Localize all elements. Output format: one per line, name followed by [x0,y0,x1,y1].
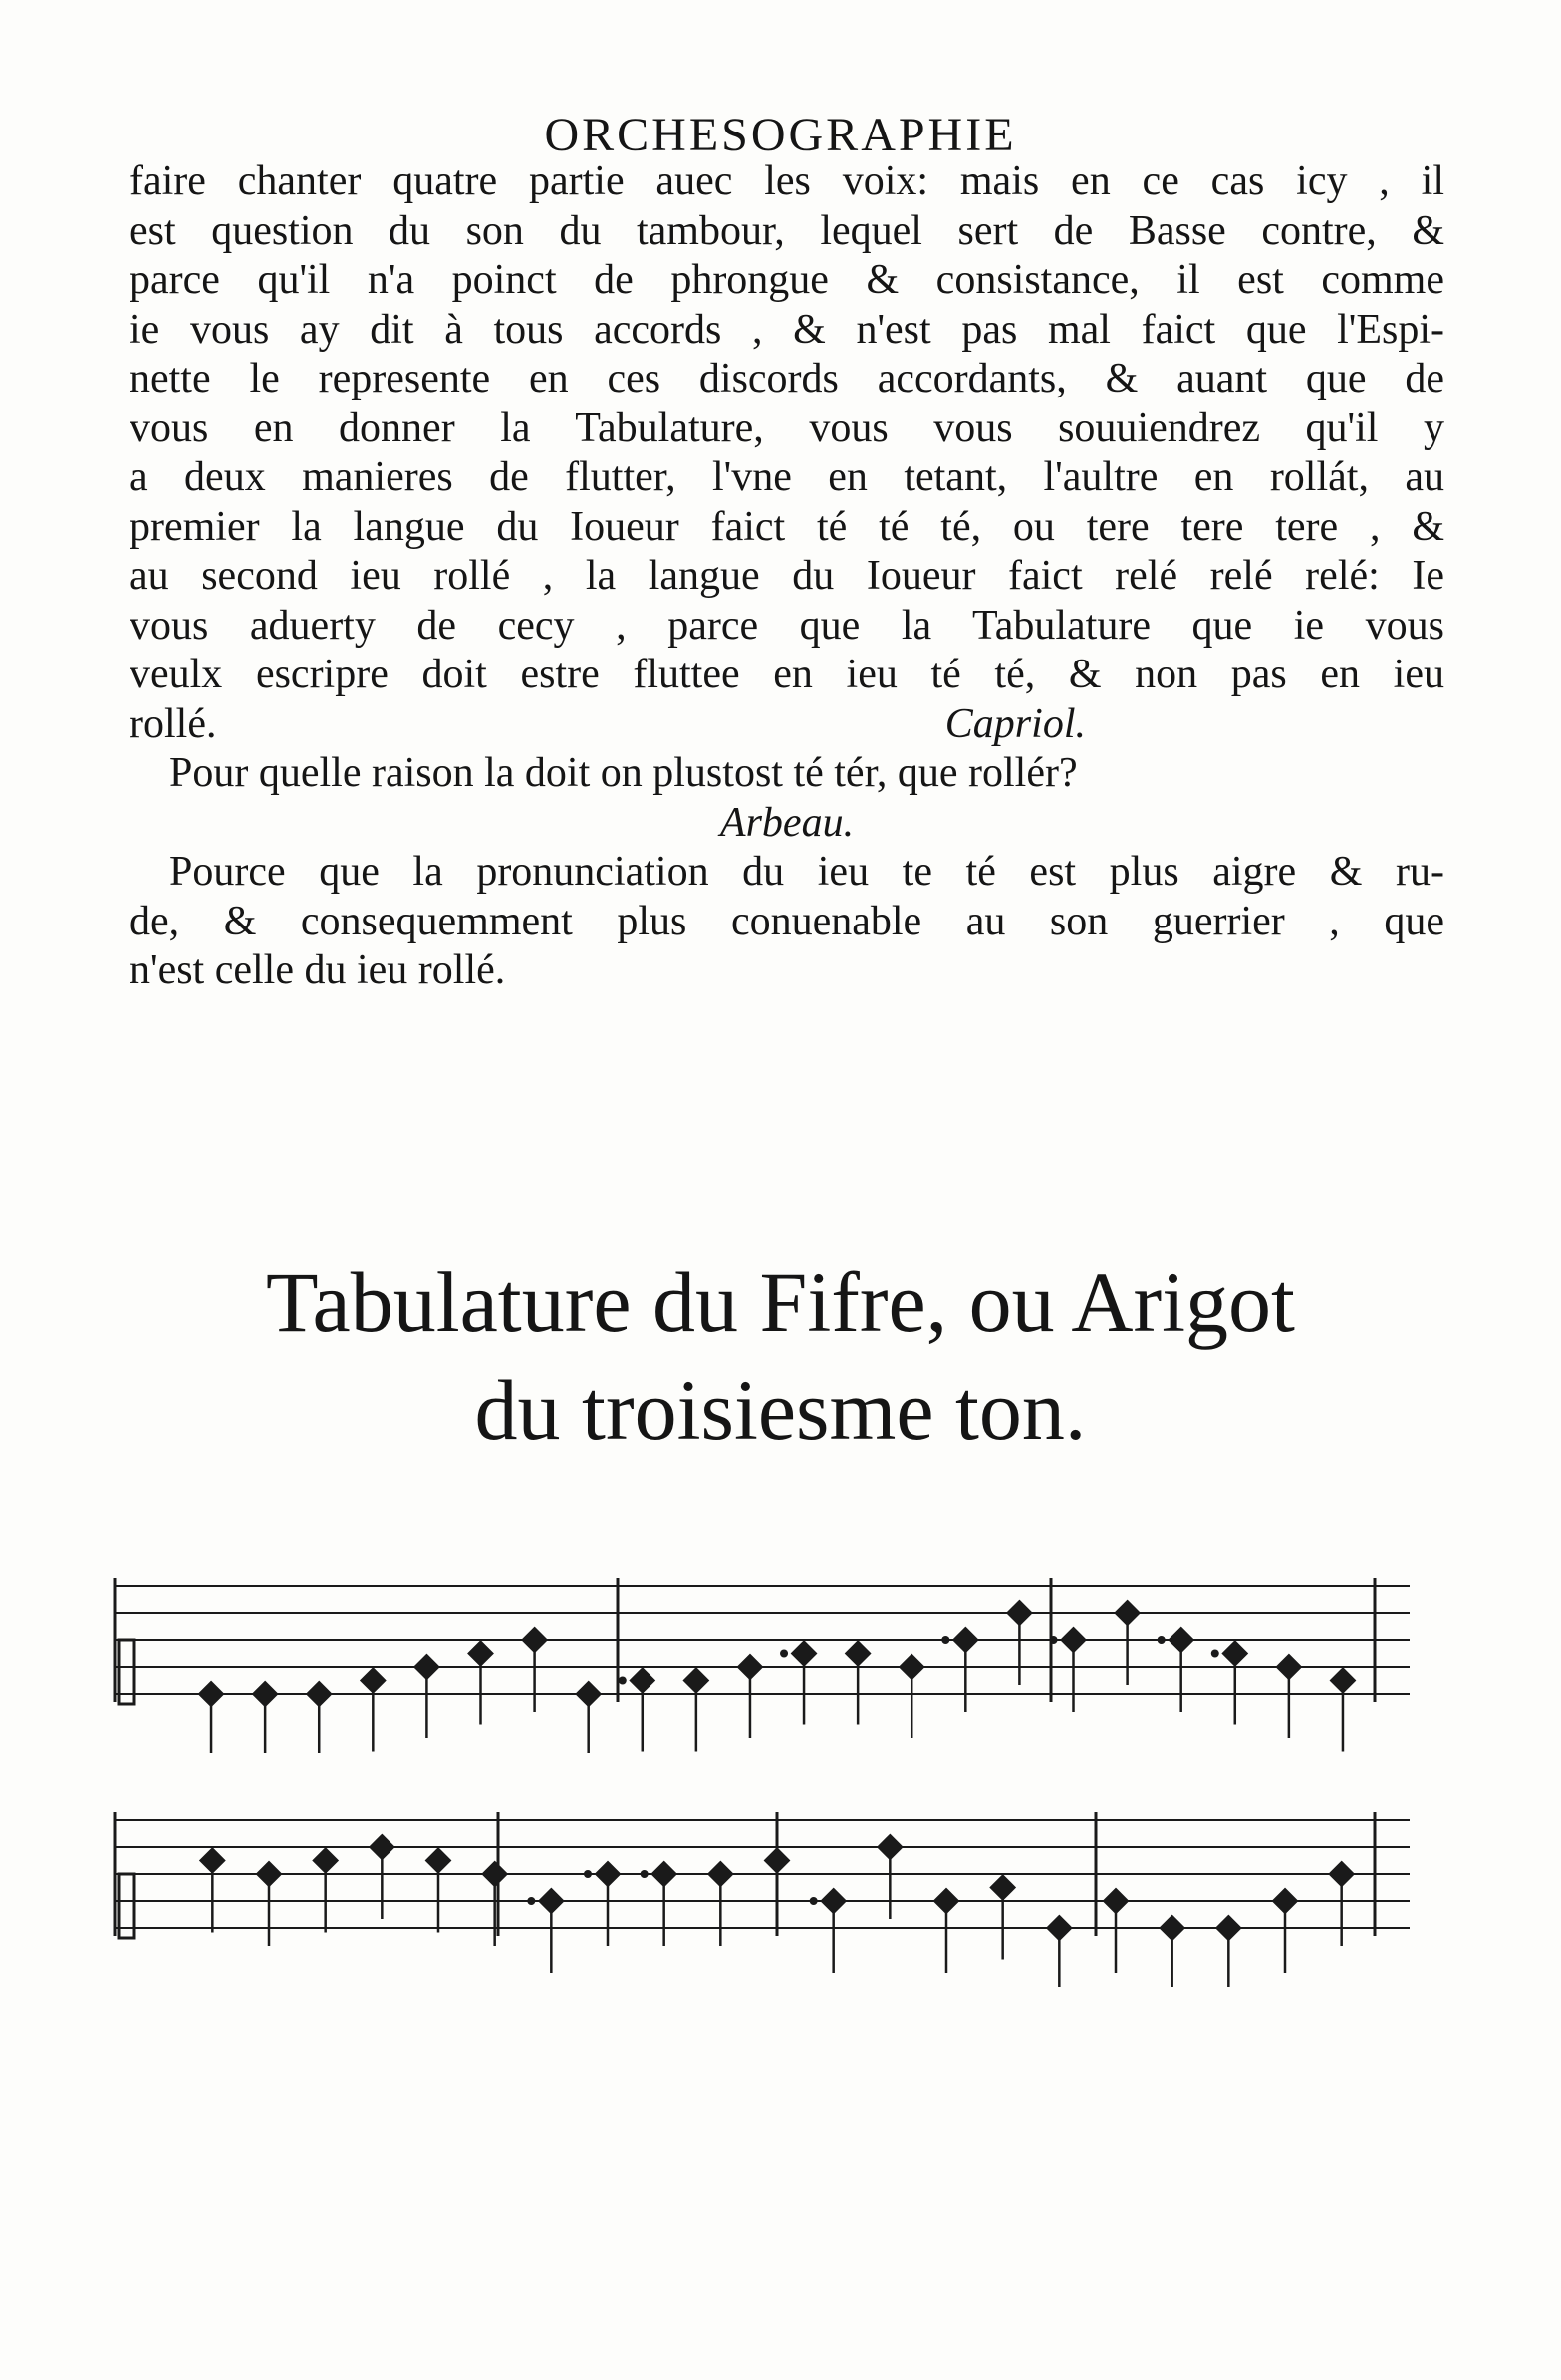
tablature-staff-2 [0,1798,1561,1987]
note-head [631,1669,654,1693]
note-head [577,1682,601,1706]
note-head [523,1628,547,1652]
note-head [199,1682,223,1706]
note-head [846,1642,870,1666]
note-head [708,1862,732,1886]
note-head [652,1862,676,1886]
note-dot [1211,1650,1219,1658]
note-head [200,1849,224,1873]
note-head [792,1642,816,1666]
running-head: ORCHESOGRAPHIE [544,109,1017,161]
section-subtitle: du troisiesme ton. [474,1362,1087,1457]
speaker-arbeau: Arbeau. [719,799,855,846]
note-head [596,1862,620,1886]
note-head [370,1835,393,1859]
note-head [900,1655,923,1679]
text-line: premier la langue du Ioueur faict té té té, ou tere tere tere , & [130,503,1444,550]
note-head [878,1835,902,1859]
note-head [738,1655,762,1679]
section-title: Tabulature du Fifre, ou Arigot [266,1254,1295,1350]
text-line: faire chanter quatre partie auec les voix: mais en ce cas icy , il [130,158,1444,204]
paragraph-end: rollé. [130,700,217,747]
note-head [1047,1916,1071,1940]
note-head [991,1876,1015,1900]
text-line: a deux manieres de flutter, l'vne en tetant, l'aultre en rollát, au [130,454,1444,500]
note-head [1331,1669,1355,1693]
note-head [469,1642,493,1666]
note-dot [584,1870,592,1878]
note-dot [641,1870,649,1878]
note-head [1062,1628,1086,1652]
text-line: parce qu'il n'a poinct de phrongue & consistance, il est comme [130,257,1444,303]
note-head [934,1889,958,1913]
text-line: nette le represente en ces discords accordants, & auant que de [130,356,1444,401]
text-line: est question du son du tambour, lequel sert de Basse contre, & [130,207,1444,254]
note-dot [527,1897,535,1905]
note-head [426,1849,450,1873]
note-head [307,1682,331,1706]
note-head [539,1889,563,1913]
text-line: vous aduerty de cecy , parce que la Tabulature que ie vous [130,602,1444,649]
note-head [765,1849,789,1873]
note-dot [1158,1636,1166,1644]
question-line: Pour quelle raison la doit on plustost té tér, que rollér? [169,750,1078,796]
note-dot [941,1636,949,1644]
speaker-capriol: Capriol. [944,700,1086,747]
note-head [483,1862,507,1886]
tablature-staff-1 [0,1564,1561,1753]
note-head [953,1628,977,1652]
note-head [1216,1916,1240,1940]
answer-line: Pource que la pronunciation du ieu te té est plus aigre & ru- [169,849,1444,895]
note-head [361,1669,385,1693]
note-head [1170,1628,1193,1652]
note-head [1330,1862,1354,1886]
note-head [314,1849,338,1873]
note-head [1104,1889,1128,1913]
note-head [822,1889,846,1913]
note-head [1223,1642,1247,1666]
note-head [1277,1655,1301,1679]
note-dot [810,1897,818,1905]
note-head [684,1669,708,1693]
note-head [1116,1601,1140,1625]
note-head [253,1682,277,1706]
text-line-with-speaker [130,700,1444,750]
body-text [130,157,1444,996]
text-line: au second ieu rollé , la langue du Ioueur faict relé relé relé: Ie [130,553,1444,599]
note-head [257,1862,281,1886]
text-line: veulx escripre doit estre fluttee en ieu té té, & non pas en ieu [130,652,1444,697]
note-head [1007,1601,1031,1625]
text-line: ie vous ay dit à tous accords , & n'est pas mal faict que l'Espi- [130,306,1444,353]
note-dot [1050,1636,1058,1644]
note-head [1161,1916,1184,1940]
note-dot [619,1677,627,1685]
note-head [1273,1889,1297,1913]
text-line: vous en donner la Tabulature, vous vous souuiendrez qu'il y [130,404,1444,451]
note-dot [780,1650,788,1658]
note-head [414,1655,438,1679]
answer-line: de, & consequemment plus conuenable au son guerrier , que [130,898,1444,944]
answer-line: n'est celle du ieu rollé. [130,947,506,993]
